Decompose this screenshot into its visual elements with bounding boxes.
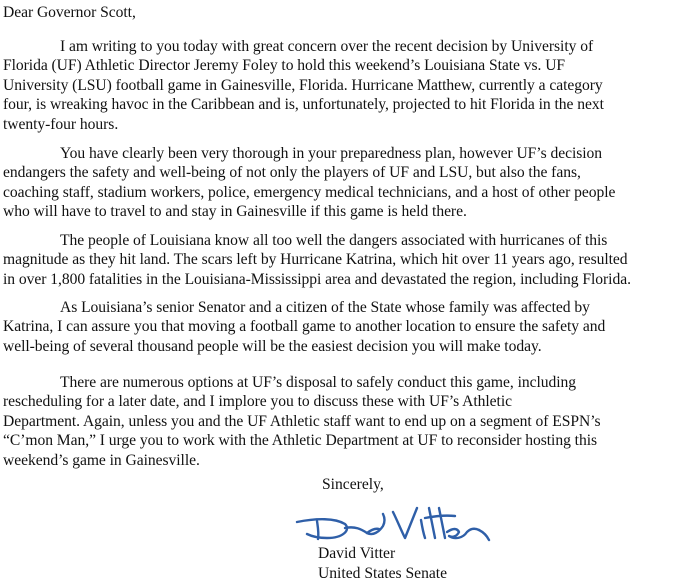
paragraph-line: There are numerous options at UF’s disposal to safely conduct this game, including [60,374,577,391]
paragraph-line: well-being of several thousand people will be the easiest decision you will make today. [3,337,542,355]
paragraph-line: rescheduling for a later date, and I implore you to discuss these with UF’s Athletic [3,393,512,411]
paragraph-line: I am writing to you today with great concern over the recent decision by University of [60,38,594,55]
signer-name: David Vitter [318,545,396,562]
paragraph-line: in over 1,800 fatalities in the Louisiana-Mississippi area and devastated the region, including Florida. [3,270,631,288]
paragraph-line: weekend’s game in Gainesville. [3,451,200,469]
paragraph-line: twenty-four hours. [3,115,119,133]
paragraph-line: The people of Louisiana know all too well the dangers associated with hurricanes of this [60,232,608,249]
paragraph-1 [3,37,604,134]
paragraph-line: Florida (UF) Athletic Director Jeremy Foley to hold this weekend’s Louisiana State vs. UF [3,57,566,75]
paragraph-3 [3,231,631,289]
paragraph-5 [3,373,601,470]
paragraph-line: endangers the safety and well-being of not only the players of UF and LSU, but also the fans, [3,164,581,182]
paragraph-line: University (LSU) football game in Gainesville, Florida. Hurricane Matthew, currently a category [3,76,603,94]
signature-image [287,498,497,548]
salutation: Dear Governor Scott, [3,4,136,21]
paragraph-line: coaching staff, stadium workers, police, emergency medical technicians, and a host of other people [3,183,616,201]
paragraph-line: magnitude as they hit land. The scars left by Hurricane Katrina, which hit over 11 years ago, resulted [3,251,628,269]
paragraph-2 [3,144,615,222]
paragraph-4 [3,298,605,356]
paragraph-line: You have clearly been very thorough in your preparedness plan, however UF’s decision [60,145,603,162]
paragraph-line: Katrina, I can assure you that moving a football game to another location to ensure the safety and [3,318,606,336]
paragraph-line: who will have to travel to and stay in Gainesville if this game is held there. [3,203,467,221]
paragraph-line: Department. Again, unless you and the UF Athletic staff want to end up on a segment of ESPN’s [3,412,601,430]
paragraph-line: As Louisiana’s senior Senator and a citizen of the State whose family was affected by [60,299,590,316]
paragraph-line: four, is wreaking havoc in the Caribbean and is, unfortunately, projected to hit Florida in the next [3,96,604,114]
signer-title: United States Senate [318,565,448,582]
paragraph-line: “C’mon Man,” I urge you to work with the Athletic Department at UF to reconsider hosting this [3,432,598,450]
closing: Sincerely, [322,476,384,493]
